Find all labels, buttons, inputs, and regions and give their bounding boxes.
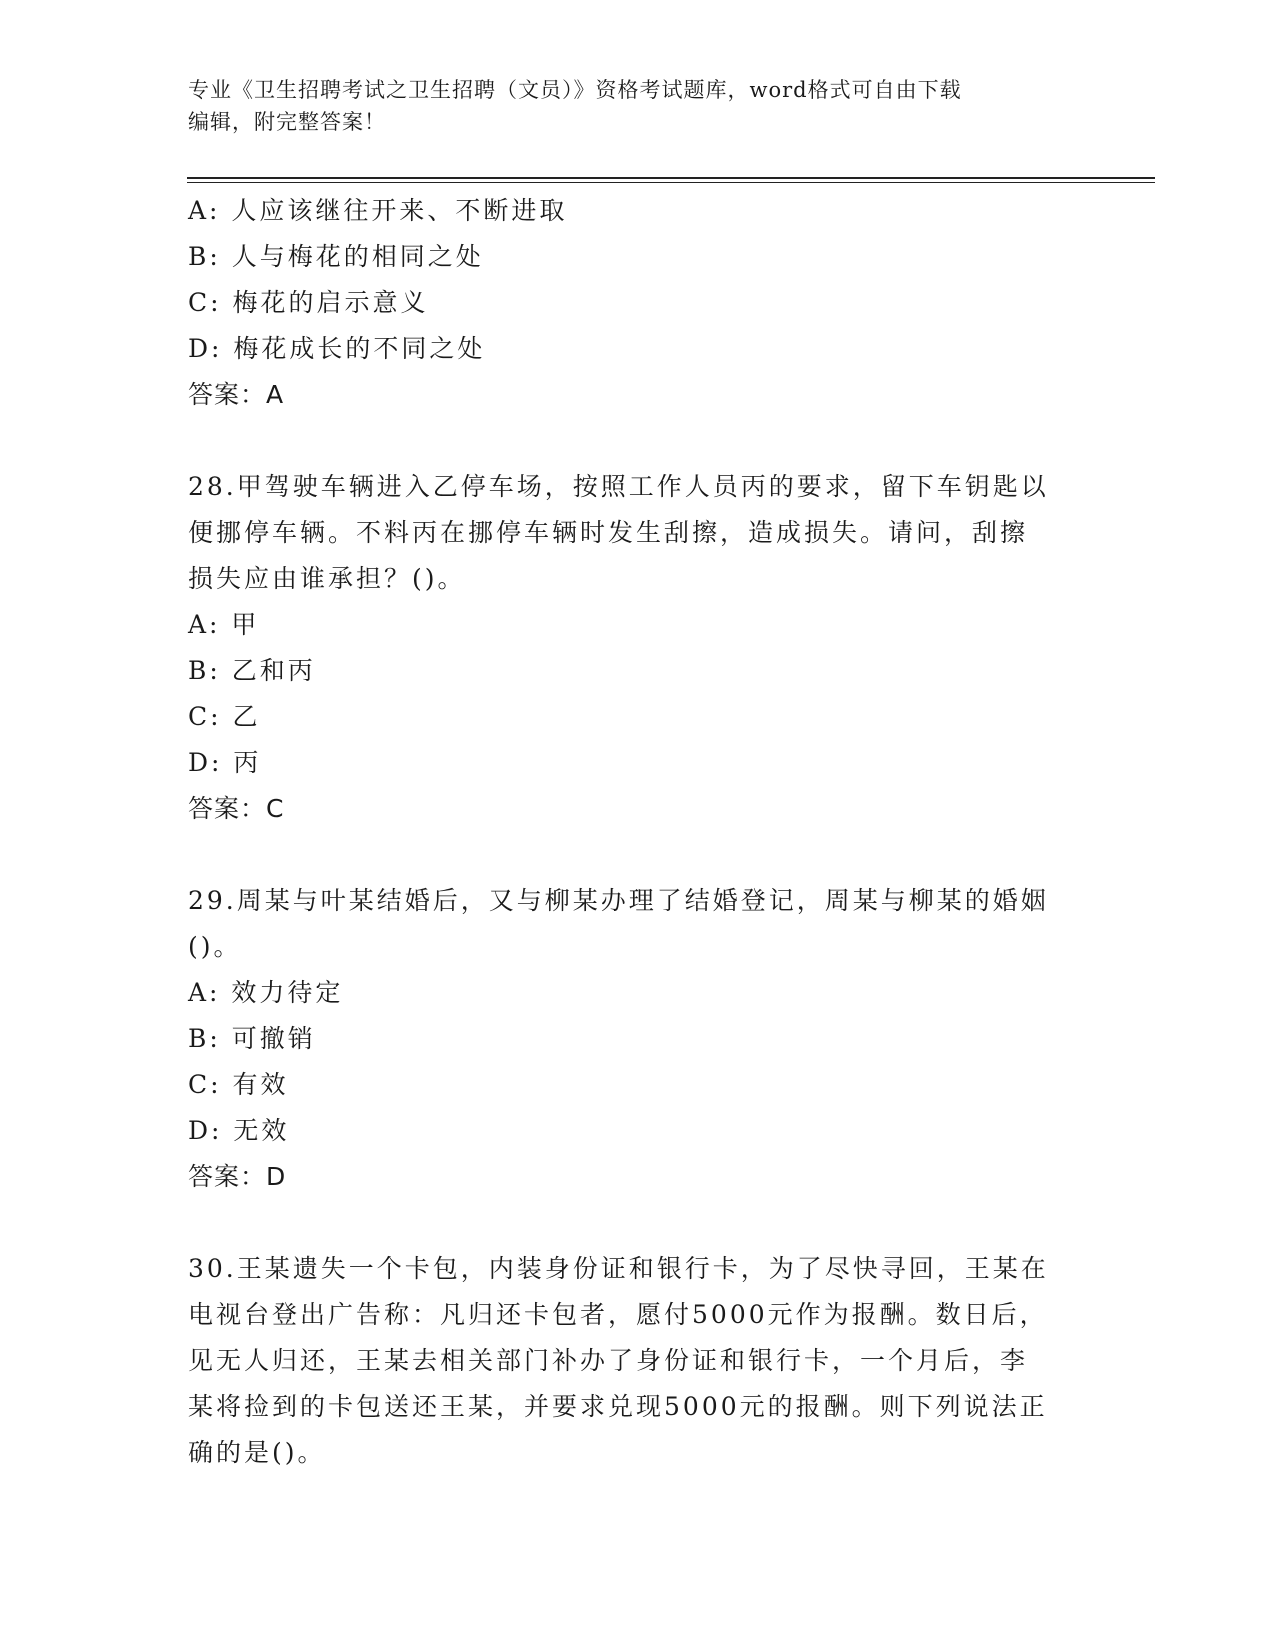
option-a: A: 人应该继往开来、不断进取 xyxy=(188,196,568,225)
header-line-1: 专业《卫生招聘考试之卫生招聘（文员）》资格考试题库，word格式可自由下载 xyxy=(188,78,962,102)
question-28 xyxy=(188,464,1088,832)
stem-line: ()。 xyxy=(188,932,242,961)
header-line-2: 编辑，附完整答案！ xyxy=(188,110,386,134)
answer-label: 答案：C xyxy=(188,794,285,823)
stem-line: 见无人归还，王某去相关部门补办了身份证和银行卡，一个月后，李 xyxy=(188,1346,1029,1375)
spacer xyxy=(188,418,1088,464)
option-c: C: 乙 xyxy=(188,702,261,731)
question-stem xyxy=(188,464,1088,602)
stem-line: 30.王某遗失一个卡包，内装身份证和银行卡，为了尽快寻回，王某在 xyxy=(188,1254,1049,1283)
stem-line: 28.甲驾驶车辆进入乙停车场，按照工作人员丙的要求，留下车钥匙以 xyxy=(188,472,1049,501)
stem-line: 确的是()。 xyxy=(188,1438,326,1467)
question-27-options xyxy=(188,188,1088,418)
answer-label: 答案：D xyxy=(188,1162,287,1191)
question-stem xyxy=(188,1246,1088,1476)
stem-line: 某将捡到的卡包送还王某，并要求兑现5000元的报酬。则下列说法正 xyxy=(188,1392,1048,1421)
header-divider-thick xyxy=(187,177,1155,179)
spacer xyxy=(188,832,1088,878)
option-b: B: 人与梅花的相同之处 xyxy=(188,242,484,271)
option-b: B: 可撤销 xyxy=(188,1024,316,1053)
option-a: A: 甲 xyxy=(188,610,260,639)
stem-line: 29.周某与叶某结婚后，又与柳某办理了结婚登记，周某与柳某的婚姻 xyxy=(188,886,1049,915)
stem-line: 便挪停车辆。不料丙在挪停车辆时发生刮擦，造成损失。请问，刮擦 xyxy=(188,518,1029,547)
option-a: A: 效力待定 xyxy=(188,978,344,1007)
option-d: D: 无效 xyxy=(188,1116,290,1145)
option-c: C: 梅花的启示意义 xyxy=(188,288,429,317)
option-d: D: 梅花成长的不同之处 xyxy=(188,334,486,363)
document-header xyxy=(188,74,1088,138)
option-b: B: 乙和丙 xyxy=(188,656,316,685)
question-content xyxy=(188,188,1088,1476)
question-stem xyxy=(188,878,1088,970)
answer-label: 答案：A xyxy=(188,380,285,409)
question-30 xyxy=(188,1246,1088,1476)
option-c: C: 有效 xyxy=(188,1070,289,1099)
header-divider-thin xyxy=(187,182,1155,183)
stem-line: 损失应由谁承担？()。 xyxy=(188,564,466,593)
option-d: D: 丙 xyxy=(188,748,262,777)
stem-line: 电视台登出广告称：凡归还卡包者，愿付5000元作为报酬。数日后， xyxy=(188,1300,1048,1329)
spacer xyxy=(188,1200,1088,1246)
question-29 xyxy=(188,878,1088,1200)
